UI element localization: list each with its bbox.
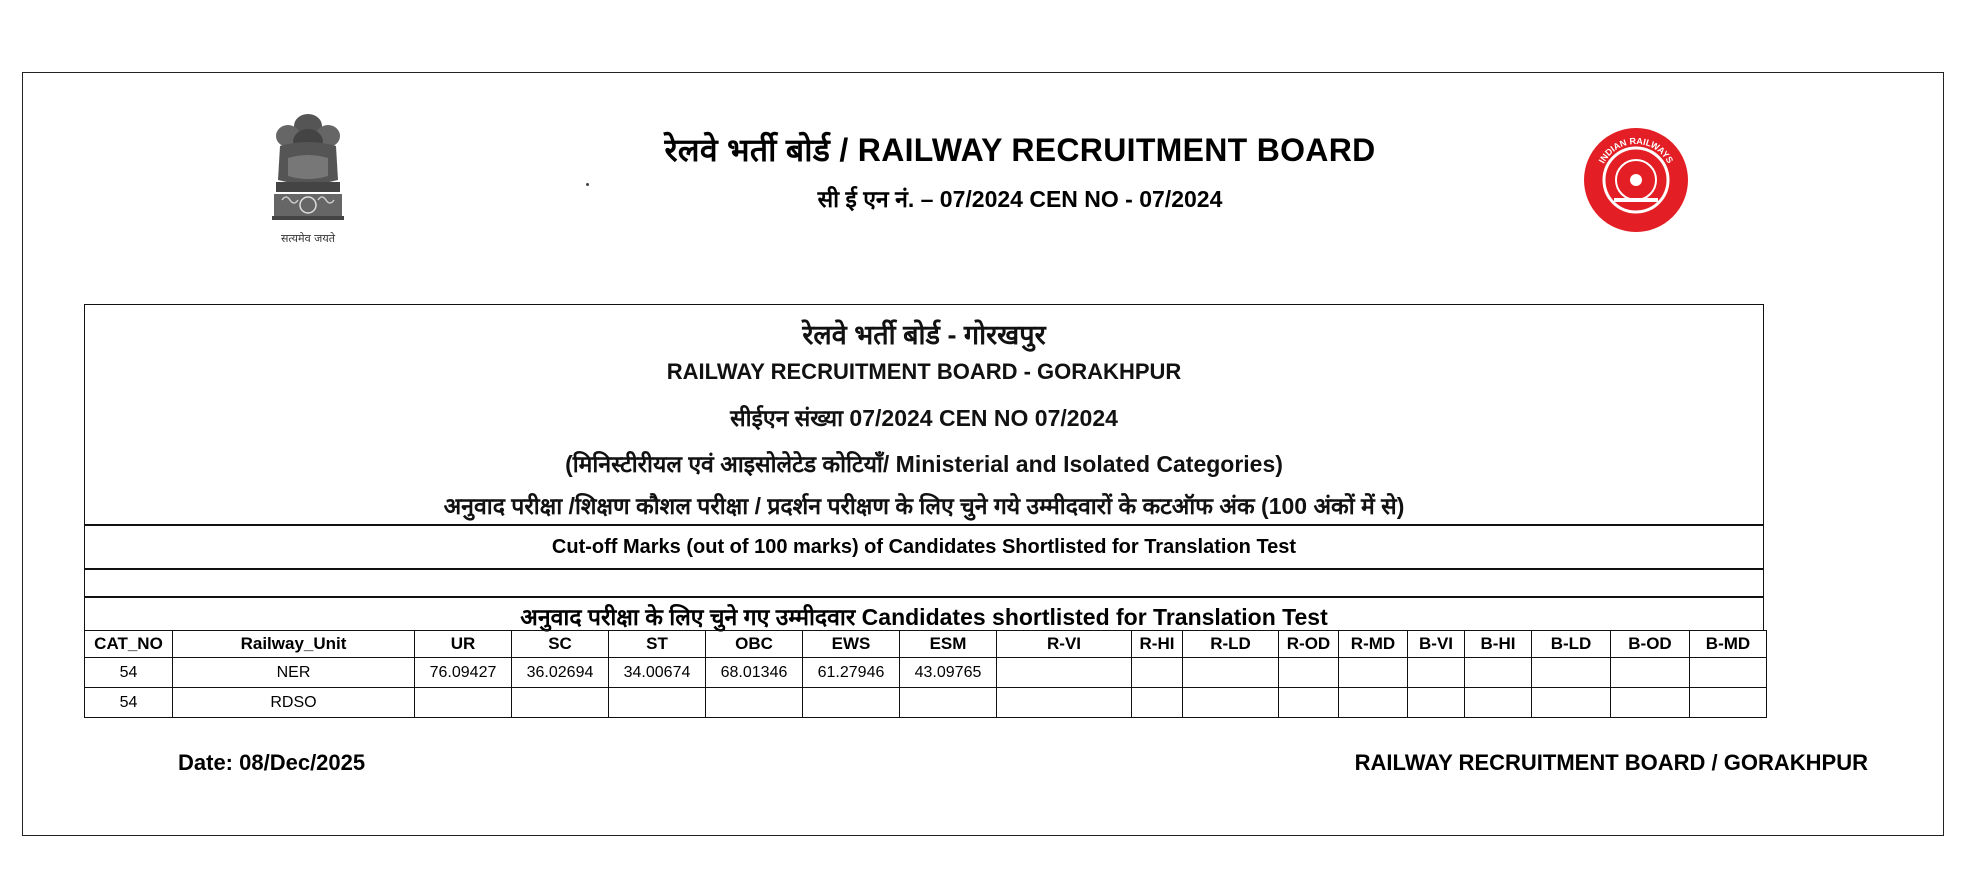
table-cell <box>1465 658 1532 688</box>
table-cell <box>1279 658 1339 688</box>
board-name-hindi: रेलवे भर्ती बोर्ड - गोरखपुर <box>802 320 1046 350</box>
board-name-english: RAILWAY RECRUITMENT BOARD - GORAKHPUR <box>666 359 1182 384</box>
table-cell <box>1465 688 1532 718</box>
column-header: EWS <box>803 631 900 658</box>
table-cell <box>1611 688 1690 718</box>
table-cell: 76.09427 <box>415 658 512 688</box>
column-header: B-MD <box>1690 631 1767 658</box>
table-cell <box>803 688 900 718</box>
table-cell <box>706 688 803 718</box>
table-cell: 68.01346 <box>706 658 803 688</box>
shortlist-heading: अनुवाद परीक्षा के लिए चुने गए उम्मीदवार Candidates shortlisted for Translation Test <box>520 604 1328 630</box>
column-header: R-HI <box>1132 631 1183 658</box>
table-cell <box>1690 688 1767 718</box>
table-cell <box>1611 658 1690 688</box>
column-header: ESM <box>900 631 997 658</box>
table-cell <box>512 688 609 718</box>
column-header: SC <box>512 631 609 658</box>
column-header: ST <box>609 631 706 658</box>
table-cell <box>1408 688 1465 718</box>
column-header: CAT_NO <box>85 631 173 658</box>
shortlist-heading-row <box>84 596 1764 630</box>
table-header-row <box>85 631 1767 658</box>
table-cell: 61.27946 <box>803 658 900 688</box>
table-cell <box>1132 658 1183 688</box>
page-title: रेलवे भर्ती बोर्ड / RAILWAY RECRUITMENT BOARD <box>664 132 1376 168</box>
table-cell <box>997 658 1132 688</box>
railways-logo-text: INDIAN RAILWAYS <box>1596 135 1676 165</box>
table-cell <box>1183 658 1279 688</box>
issuing-authority: RAILWAY RECRUITMENT BOARD / GORAKHPUR <box>1354 750 1868 775</box>
table-row <box>85 658 1767 688</box>
cen-number: सी ई एन नं. – 07/2024 CEN NO - 07/2024 <box>817 186 1223 212</box>
cutoff-heading: Cut-off Marks (out of 100 marks) of Candidates Shortlisted for Translation Test <box>551 536 1297 558</box>
table-cell: 36.02694 <box>512 658 609 688</box>
table-cell <box>1690 658 1767 688</box>
column-header: R-OD <box>1279 631 1339 658</box>
cen-number-line: सीईएन संख्या 07/2024 CEN NO 07/2024 <box>730 405 1118 431</box>
column-header: B-OD <box>1611 631 1690 658</box>
column-header: B-LD <box>1532 631 1611 658</box>
column-header: OBC <box>706 631 803 658</box>
table-cell <box>1183 688 1279 718</box>
table-cell: 34.00674 <box>609 658 706 688</box>
column-header: B-HI <box>1465 631 1532 658</box>
table-cell <box>1408 658 1465 688</box>
cutoff-hindi-line: अनुवाद परीक्षा /शिक्षण कौशल परीक्षा / प्रदर्शन परीक्षण के लिए चुने गये उम्मीदवारों के कटऑफ अंक (100 अंकों में से) <box>443 493 1405 519</box>
national-emblem-icon <box>258 108 358 256</box>
table-cell: NER <box>173 658 415 688</box>
column-header: R-LD <box>1183 631 1279 658</box>
column-header: R-MD <box>1339 631 1408 658</box>
table-cell: 43.09765 <box>900 658 997 688</box>
table-cell <box>1532 658 1611 688</box>
table-cell <box>1339 688 1408 718</box>
table-cell: 54 <box>85 658 173 688</box>
blank-row <box>84 568 1764 598</box>
table-cell <box>609 688 706 718</box>
cutoff-heading-row <box>84 524 1764 570</box>
table-cell <box>415 688 512 718</box>
column-header: R-VI <box>997 631 1132 658</box>
categories-line: (मिनिस्टीरीयल एवं आइसोलेटेड कोटियाँ/ Ministerial and Isolated Categories) <box>565 451 1283 477</box>
table-cell <box>900 688 997 718</box>
table-cell <box>1132 688 1183 718</box>
emblem-motto: सत्यमेव जयते <box>280 232 336 245</box>
notice-header-box <box>84 304 1764 526</box>
column-header: UR <box>415 631 512 658</box>
table-row <box>85 688 1767 718</box>
issue-date: Date: 08/Dec/2025 <box>178 750 366 775</box>
table-cell <box>1339 658 1408 688</box>
table-cell: RDSO <box>173 688 415 718</box>
column-header: B-VI <box>1408 631 1465 658</box>
table-cell: 54 <box>85 688 173 718</box>
column-header: Railway_Unit <box>173 631 415 658</box>
indian-railways-logo-icon <box>1574 126 1698 234</box>
table-cell <box>1532 688 1611 718</box>
cutoff-marks-table <box>84 630 1767 718</box>
table-cell <box>1279 688 1339 718</box>
table-cell <box>997 688 1132 718</box>
